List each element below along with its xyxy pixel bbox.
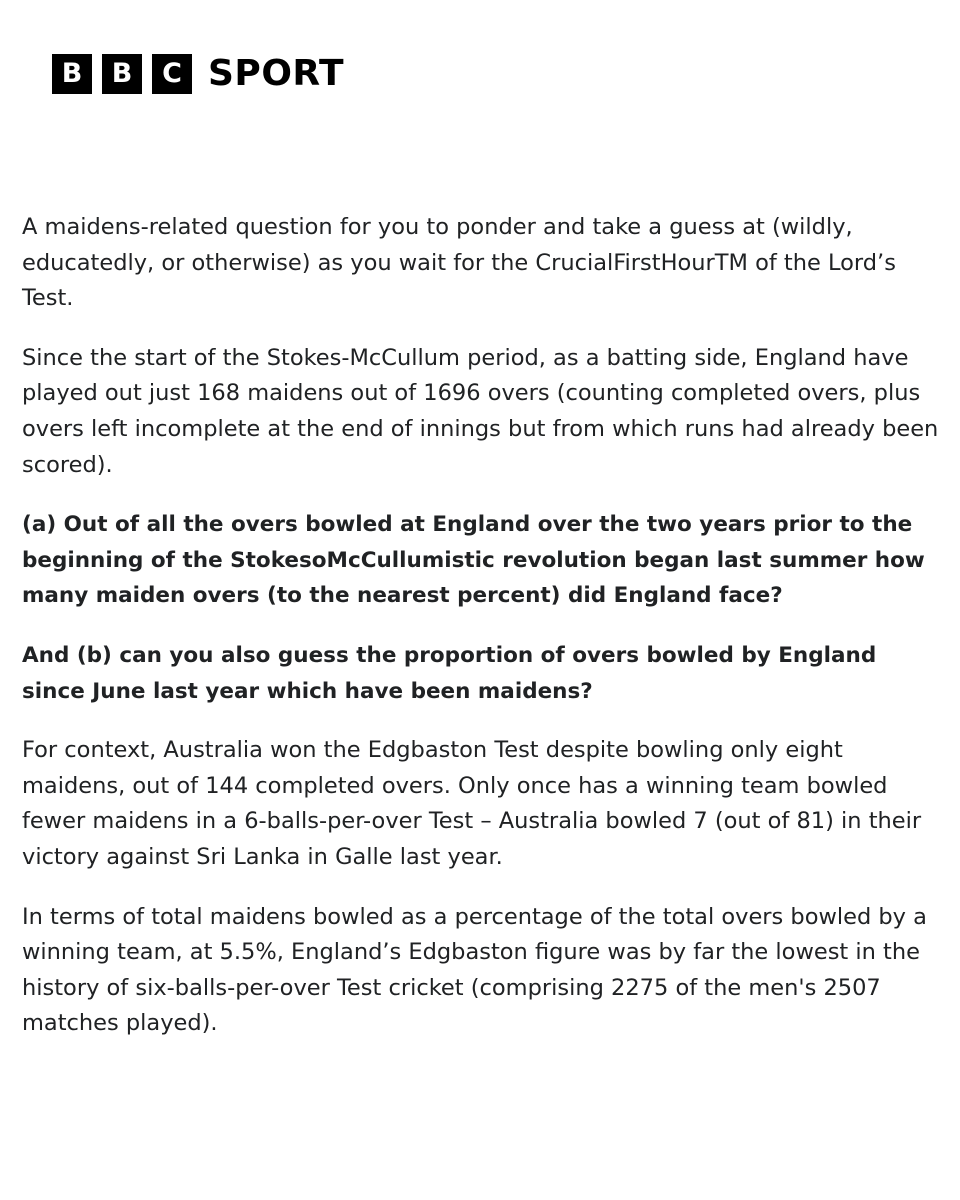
sport-wordmark: SPORT xyxy=(208,53,345,94)
question-a: (a) Out of all the overs bowled at England over the two years prior to the beginning of the StokesoMcCullumistic revolution began last summer how many maiden overs (to the nearest percent) did England face? xyxy=(22,512,925,609)
bbc-logo-block-b2: B xyxy=(102,54,142,94)
paragraph-stokes-mccullum: Since the start of the Stokes-McCullum period, as a batting side, England have played out just 168 maidens out of 1696 overs (counting completed overs, plus overs left incomplete at the end of innings but from which runs had already been scored). xyxy=(22,344,939,478)
bbc-sport-logo[interactable] xyxy=(52,54,344,94)
bbc-logo-block-b1: B xyxy=(52,54,92,94)
paragraph-intro: A maidens-related question for you to ponder and take a guess at (wildly, educatedly, or otherwise) as you wait for the CrucialFirstHourTM of the Lord’s Test. xyxy=(22,214,896,312)
bbc-logo-block-c: C xyxy=(152,54,192,94)
article-body xyxy=(22,210,940,1066)
question-b: And (b) can you also guess the proportion of overs bowled by England since June last year which have been maidens? xyxy=(22,642,877,704)
paragraph-percentage: In terms of total maidens bowled as a percentage of the total overs bowled by a winning team, at 5.5%, England’s Edgbaston figure was by far the lowest in the history of six-balls-per-over Test cricket (comprising 2275 of the men's 2507 matches played). xyxy=(22,903,927,1037)
paragraph-context: For context, Australia won the Edgbaston Test despite bowling only eight maidens, out of 144 completed overs. Only once has a winning team bowled fewer maidens in a 6-balls-per-over Test – Australia bowled 7 (out of 81) in their victory against Sri Lanka in Galle last year. xyxy=(22,737,922,870)
